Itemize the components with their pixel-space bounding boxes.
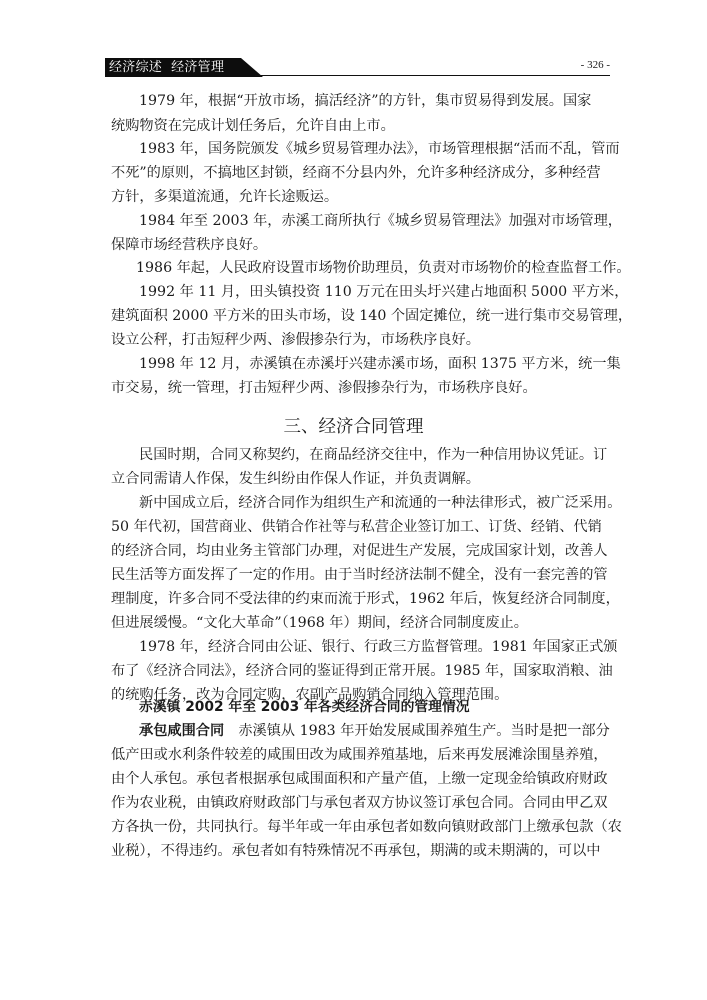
text-line: 方针，多渠道流通，允许长途贩运。 [111,189,339,205]
text-line [139,722,610,740]
text-line: 建筑面积 2000 平方米的田头市场，设 140 个固定摊位，统一进行集市交易管理， [111,308,633,324]
text-line: 理制度，许多合同不受法律的约束而流于形式，1962 年后，恢复经济合同制度， [111,591,620,607]
text-line: 不死”的原则，不搞地区封锁，经商不分县内外，允许多种经济成分，多种经营 [111,165,601,181]
text-line: 立合同需请人作保，发生纠纷由作保人作证，并负责调解。 [111,471,480,487]
text-span: 赤溪镇从 1983 年开始发展咸围养殖生产。当时是把一部分 [224,723,610,739]
header-rule [255,75,610,76]
text-line: 统购物资在完成计划任务后，允许自由上市。 [111,118,395,134]
text-line: 1978 年，经济合同由公证、银行、行政三方监督管理。1981 年国家正式颁 [139,639,618,655]
text-line: 1998 年 12 月，赤溪镇在赤溪圩兴建赤溪市场，面积 1375 平方米，统一集 [139,356,621,372]
text-line: 作为农业税，由镇政府财政部门与承包者双方协议签订承包合同。合同由甲乙双 [111,795,608,811]
running-header [105,57,610,79]
text-line: 但进展缓慢。“文化大革命”（1968 年）期间，经济合同制度废止。 [111,615,528,631]
section-heading: 三、经济合同管理 [283,417,424,437]
text-line: 布了《经济合同法》，经济合同的鉴证得到正常开展。1985 年，国家取消粮、油 [111,663,613,679]
text-line: 50 年代初，国营商业、供销合作社等与私营企业签订加工、订货、经销、代销 [111,519,602,535]
text-line: 1979 年，根据“开放市场，搞活经济”的方针，集市贸易得到发展。国家 [139,93,592,109]
text-line: 保障市场经营秩序良好。 [111,237,268,253]
sub-heading: 赤溪镇 2002 年至 2003 年各类经济合同的管理情况 [139,699,470,715]
text-line: 市交易，统一管理，打击短秤少两、渗假掺杂行为，市场秩序良好。 [111,380,537,396]
text-line: 民生活等方面发挥了一定的作用。由于当时经济法制不健全，没有一套完善的管 [111,567,608,583]
text-line: 低产田或水利条件较差的咸围田改为咸围养殖基地，后来再发展滩涂围垦养殖， [111,747,608,763]
text-line: 方各执一份，共同执行。每半年或一年由承包者如数向镇财政部门上缴承包款（农 [111,819,622,835]
header-title: 经济综述 经济管理 [109,60,225,75]
run-in-heading: 承包咸围合同 [139,723,225,739]
text-line: 1984 年至 2003 年，赤溪工商所执行《城乡贸易管理法》加强对市场管理， [139,213,622,229]
text-line: 1992 年 11 月，田头镇投资 110 万元在田头圩兴建占地面积 5000 平方米， [139,284,629,300]
text-line: 由个人承包。承包者根据承包咸围面积和产量产值，上缴一定现金给镇政府财政 [111,771,608,787]
text-line: 的统购任务，改为合同定购，农副产品购销合同纳入管理范围。 [111,687,509,703]
text-line: 设立公秤，打击短秤少两、渗假掺杂行为，市场秩序良好。 [111,332,480,348]
text-line: 新中国成立后，经济合同作为组织生产和流通的一种法律形式，被广泛采用。 [139,495,622,511]
text-line: 业税），不得违约。承包者如有特殊情况不再承包，期满的或未期满的，可以中 [111,843,601,859]
text-line: 的经济合同，均由业务主管部门办理，对促进生产发展，完成国家计划，改善人 [111,543,608,559]
text-line: 1983 年，国务院颁发《城乡贸易管理办法》，市场管理根据“活而不乱，管而 [139,141,620,157]
text-line: 1986 年起，人民政府设置市场物价助理员，负责对市场物价的检查监督工作。 [136,260,631,276]
page-number: - 326 - [580,59,610,71]
text-line: 民国时期，合同又称契约，在商品经济交往中，作为一种信用协议凭证。订 [139,447,608,463]
